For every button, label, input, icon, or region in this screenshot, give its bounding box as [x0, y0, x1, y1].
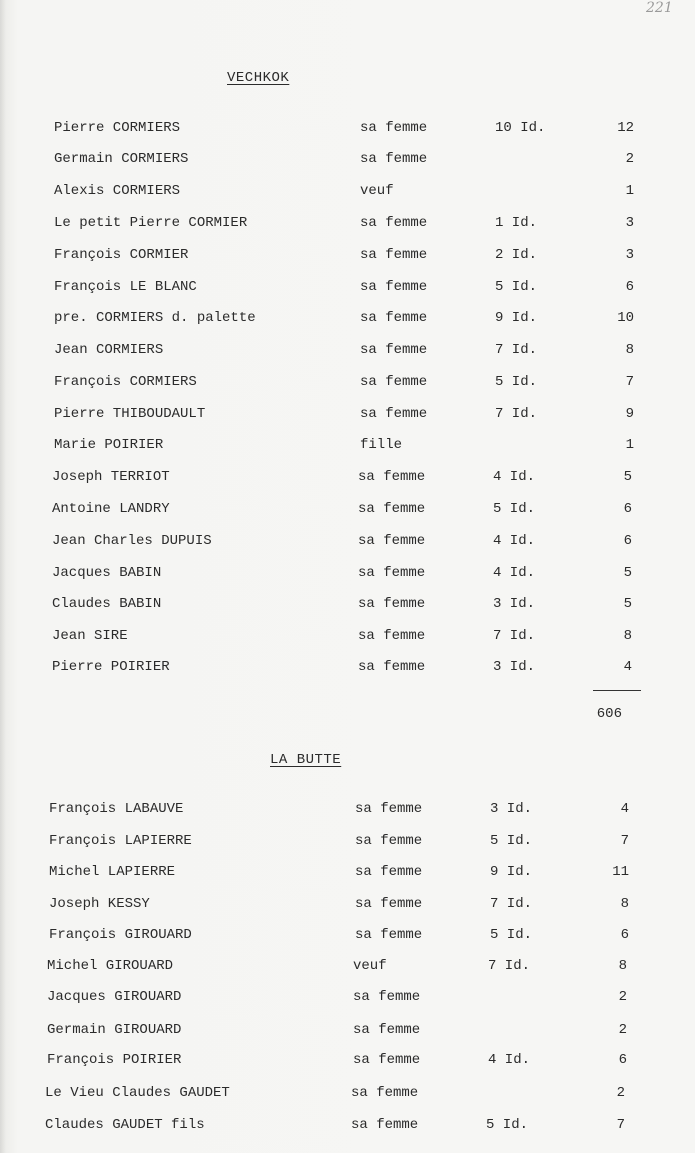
children-count: 5 Id.: [495, 374, 538, 390]
household-total: 5: [623, 565, 632, 581]
resident-name: Joseph KESSY: [49, 896, 150, 912]
marital-status: sa femme: [351, 1085, 419, 1101]
marital-status: sa femme: [358, 469, 426, 485]
children-count: 5 Id.: [490, 833, 533, 849]
children-count: 4 Id.: [493, 565, 536, 581]
children-count: 4 Id.: [493, 533, 536, 549]
marital-status: sa femme: [355, 833, 423, 849]
household-total: 12: [617, 120, 634, 136]
household-total: 3: [625, 247, 634, 263]
children-count: 9 Id.: [495, 310, 538, 326]
resident-name: Jean SIRE: [52, 628, 128, 644]
household-total: 2: [625, 151, 634, 167]
resident-name: Pierre POIRIER: [52, 659, 170, 675]
children-count: 5 Id.: [495, 279, 538, 295]
resident-name: Germain GIROUARD: [47, 1022, 182, 1038]
marital-status: sa femme: [358, 628, 426, 644]
resident-name: Pierre THIBOUDAULT: [54, 406, 206, 422]
children-count: 4 Id.: [488, 1052, 531, 1068]
marital-status: sa femme: [358, 501, 426, 517]
resident-name: François LAPIERRE: [49, 833, 192, 849]
resident-name: Jean Charles DUPUIS: [52, 533, 212, 549]
children-count: 3 Id.: [493, 659, 536, 675]
resident-name: François POIRIER: [47, 1052, 182, 1068]
marital-status: sa femme: [355, 927, 423, 943]
household-total: 3: [625, 215, 634, 231]
household-total: 10: [617, 310, 634, 326]
marital-status: sa femme: [360, 406, 428, 422]
household-total: 2: [618, 989, 627, 1005]
household-total: 4: [620, 801, 629, 817]
marital-status: sa femme: [360, 279, 428, 295]
resident-name: François LABAUVE: [49, 801, 184, 817]
resident-name: Michel LAPIERRE: [49, 864, 176, 880]
children-count: 7 Id.: [495, 342, 538, 358]
marital-status: sa femme: [360, 151, 428, 167]
household-total: 6: [623, 533, 632, 549]
household-total: 5: [623, 596, 632, 612]
resident-name: François GIROUARD: [49, 927, 192, 943]
household-total: 1: [625, 183, 634, 199]
household-total: 8: [623, 628, 632, 644]
resident-name: Jacques GIROUARD: [47, 989, 182, 1005]
resident-name: Germain CORMIERS: [54, 151, 189, 167]
marital-status: sa femme: [358, 596, 426, 612]
resident-name: François CORMIER: [54, 247, 189, 263]
marital-status: sa femme: [353, 1052, 421, 1068]
resident-name: Joseph TERRIOT: [52, 469, 170, 485]
resident-name: François LE BLANC: [54, 279, 197, 295]
children-count: 5 Id.: [490, 927, 533, 943]
children-count: 1 Id.: [495, 215, 538, 231]
resident-name: Claudes BABIN: [52, 596, 162, 612]
marital-status: sa femme: [353, 989, 421, 1005]
resident-name: Pierre CORMIERS: [54, 120, 181, 136]
household-total: 6: [618, 1052, 627, 1068]
marital-status: sa femme: [351, 1117, 419, 1133]
children-count: 4 Id.: [493, 469, 536, 485]
children-count: 7 Id.: [488, 958, 531, 974]
marital-status: veuf: [353, 958, 387, 974]
resident-name: Michel GIROUARD: [47, 958, 174, 974]
marital-status: sa femme: [358, 659, 426, 675]
running-total: 606: [596, 706, 622, 722]
children-count: 3 Id.: [493, 596, 536, 612]
resident-name: Marie POIRIER: [54, 437, 164, 453]
resident-name: Antoine LANDRY: [52, 501, 170, 517]
children-count: 10 Id.: [495, 120, 546, 136]
page-number: 221: [646, 0, 673, 16]
children-count: 3 Id.: [490, 801, 533, 817]
resident-name: Jean CORMIERS: [54, 342, 164, 358]
children-count: 7 Id.: [490, 896, 533, 912]
marital-status: sa femme: [360, 120, 428, 136]
household-total: 8: [620, 896, 629, 912]
marital-status: sa femme: [358, 565, 426, 581]
household-total: 2: [618, 1022, 627, 1038]
marital-status: sa femme: [360, 374, 428, 390]
marital-status: sa femme: [355, 896, 423, 912]
marital-status: sa femme: [353, 1022, 421, 1038]
resident-name: François CORMIERS: [54, 374, 197, 390]
resident-name: pre. CORMIERS d. palette: [54, 310, 256, 326]
resident-name: Claudes GAUDET fils: [45, 1117, 205, 1133]
resident-name: Alexis CORMIERS: [54, 183, 181, 199]
marital-status: sa femme: [358, 533, 426, 549]
marital-status: sa femme: [355, 864, 423, 880]
household-total: 1: [625, 437, 634, 453]
marital-status: sa femme: [360, 310, 428, 326]
household-total: 9: [625, 406, 634, 422]
marital-status: sa femme: [360, 247, 428, 263]
children-count: 7 Id.: [493, 628, 536, 644]
household-total: 4: [623, 659, 632, 675]
children-count: 5 Id.: [493, 501, 536, 517]
household-total: 2: [616, 1085, 625, 1101]
resident-name: Le Vieu Claudes GAUDET: [45, 1085, 230, 1101]
household-total: 6: [625, 279, 634, 295]
marital-status: sa femme: [360, 215, 428, 231]
children-count: 9 Id.: [490, 864, 533, 880]
children-count: 2 Id.: [495, 247, 538, 263]
marital-status: sa femme: [355, 801, 423, 817]
household-total: 7: [616, 1117, 625, 1133]
resident-name: Le petit Pierre CORMIER: [54, 215, 248, 231]
household-total: 7: [625, 374, 634, 390]
sum-rule: [593, 690, 641, 691]
household-total: 6: [620, 927, 629, 943]
section-title-vechkok: VECHKOK: [227, 70, 290, 86]
household-total: 8: [625, 342, 634, 358]
household-total: 7: [620, 833, 629, 849]
resident-name: Jacques BABIN: [52, 565, 162, 581]
marital-status: sa femme: [360, 342, 428, 358]
section-title-la-butte: LA BUTTE: [270, 752, 342, 768]
marital-status: fille: [360, 437, 403, 453]
children-count: 5 Id.: [486, 1117, 529, 1133]
household-total: 8: [618, 958, 627, 974]
marital-status: veuf: [360, 183, 394, 199]
children-count: 7 Id.: [495, 406, 538, 422]
household-total: 11: [612, 864, 629, 880]
household-total: 5: [623, 469, 632, 485]
household-total: 6: [623, 501, 632, 517]
